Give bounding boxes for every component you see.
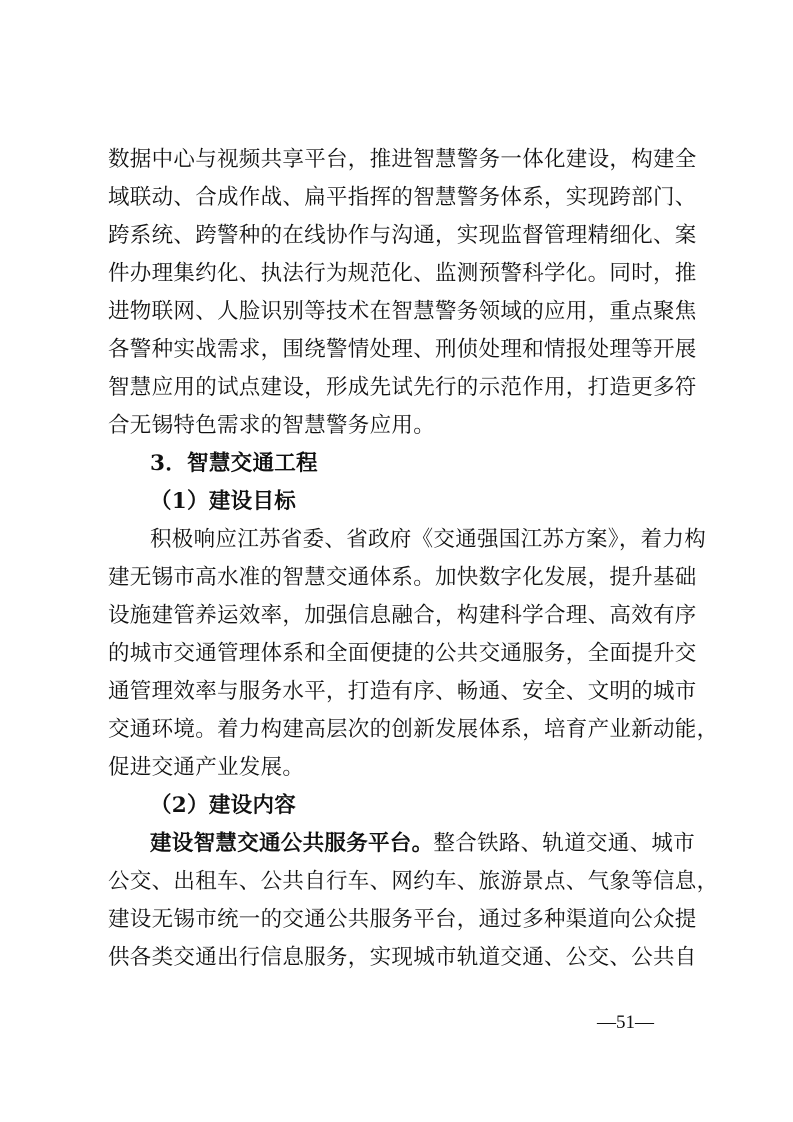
paragraph-line: 进物联网、人脸识别等技术在智慧警务领域的应用，重点聚焦 [108,299,697,324]
paragraph-line: 建无锡市高水准的智慧交通体系。加快数字化发展，提升基础 [108,565,697,590]
paragraph-line [150,827,696,861]
paragraph-line: 建设无锡市统一的交通公共服务平台，通过多种渠道向公众提 [108,907,697,932]
paragraph-line: 域联动、合成作战、扁平指挥的智慧警务体系，实现跨部门、 [108,185,697,210]
subsection-heading-content: （2）建设内容 [150,793,297,818]
paragraph-line: 交通环境。着力构建高层次的创新发展体系，培育产业新动能， [108,717,719,742]
paragraph-line: 的城市交通管理体系和全面便捷的公共交通服务，全面提升交 [108,641,697,666]
paragraph-line: 公交、出租车、公共自行车、网约车、旅游景点、气象等信息， [108,869,719,894]
paragraph-line: 合无锡特色需求的智慧警务应用。 [108,413,436,438]
bold-lead-text: 建设智慧交通公共服务平台。 [150,831,434,856]
subsection-heading-goals: （1）建设目标 [150,489,297,514]
paragraph-text: 整合铁路、轨道交通、城市 [433,831,696,856]
paragraph-line: 通管理效率与服务水平，打造有序、畅通、安全、文明的城市 [108,679,697,704]
paragraph-line: 数据中心与视频共享平台，推进智慧警务一体化建设，构建全 [108,147,697,172]
paragraph-line: 积极响应江苏省委、省政府《交通强国江苏方案》，着力构 [150,527,707,552]
paragraph-line: 智慧应用的试点建设，形成先试先行的示范作用，打造更多符 [108,375,697,400]
paragraph-line: 跨系统、跨警种的在线协作与沟通，实现监督管理精细化、案 [108,223,697,248]
page-number: —51— [597,1012,654,1033]
section-heading: 3．智慧交通工程 [150,451,318,476]
paragraph-line: 各警种实战需求，围绕警情处理、刑侦处理和情报处理等开展 [108,337,697,362]
paragraph-line: 设施建管养运效率，加强信息融合，构建科学合理、高效有序 [108,603,697,628]
paragraph-line: 件办理集约化、执法行为规范化、监测预警科学化。同时，推 [108,261,697,286]
paragraph-line: 供各类交通出行信息服务，实现城市轨道交通、公交、公共自 [108,945,697,970]
paragraph-line: 促进交通产业发展。 [108,755,305,780]
